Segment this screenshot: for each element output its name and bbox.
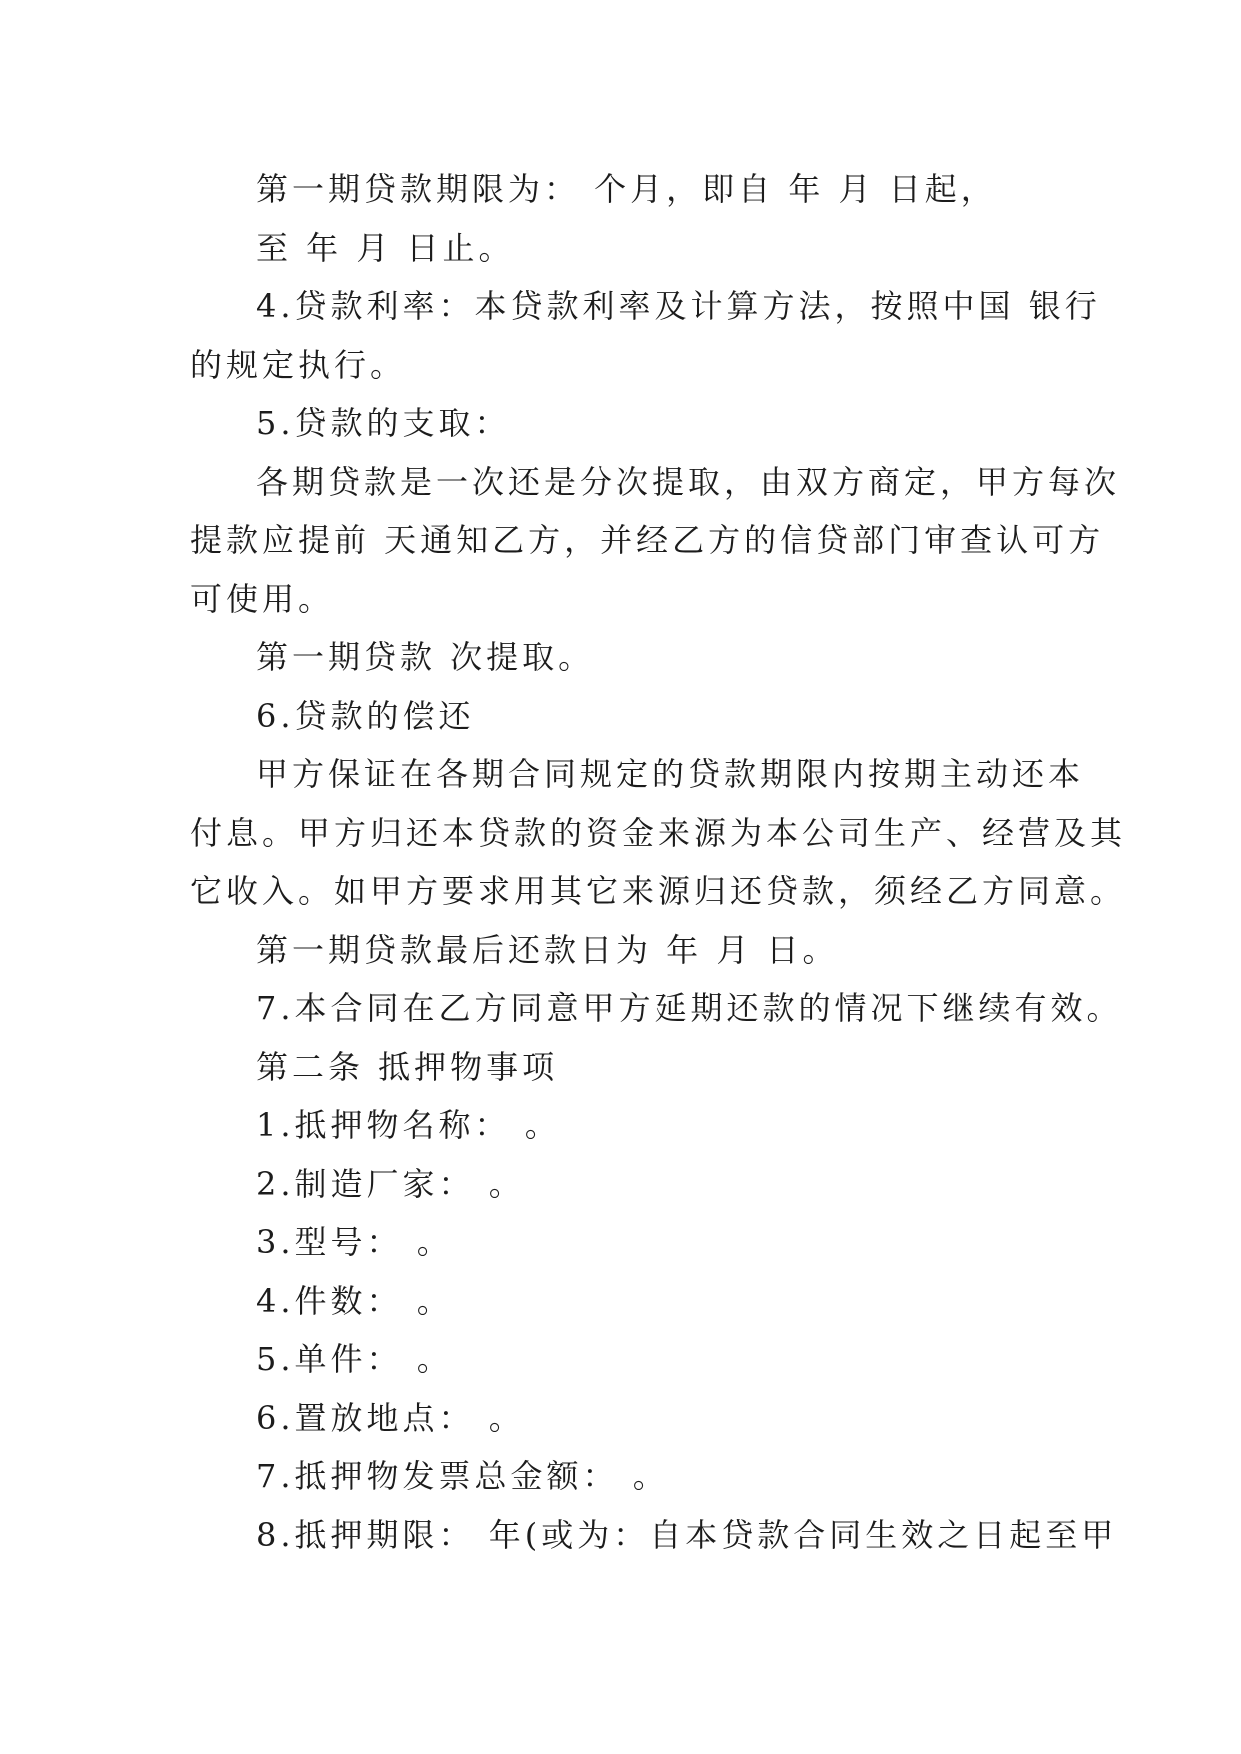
paragraph-line: 6.贷款的偿还 <box>256 696 475 735</box>
paragraph-line: 各期贷款是一次还是分次提取，由双方商定，甲方每次 <box>256 462 1121 501</box>
paragraph-line: 第一期贷款 次提取。 <box>256 638 595 676</box>
paragraph-line: 可使用。 <box>190 579 335 618</box>
paragraph-line: 5.贷款的支取： <box>256 404 511 442</box>
document-body <box>190 160 1127 1564</box>
paragraph-line: 3.型号： 。 <box>256 1223 453 1261</box>
paragraph-line: 7.抵押物发票总金额： 。 <box>256 1457 669 1495</box>
paragraph-line: 付息。甲方归还本贷款的资金来源为本公司生产、经营及其 <box>190 813 1127 852</box>
paragraph-line: 它收入。如甲方要求用其它来源归还贷款，须经乙方同意。 <box>190 872 1127 910</box>
paragraph-line: 第一期贷款期限为： 个月，即自 年 月 日起， <box>256 170 997 208</box>
paragraph-line: 2.制造厂家： 。 <box>256 1164 525 1203</box>
paragraph-line: 6.置放地点： 。 <box>256 1398 525 1437</box>
paragraph-line: 提款应提前 天通知乙方，并经乙方的信贷部门审查认可方 <box>190 521 1105 559</box>
paragraph-line: 的规定执行。 <box>190 345 407 384</box>
paragraph-line: 8.抵押期限： 年(或为：自本贷款合同生效之日起至甲 <box>256 1515 1118 1554</box>
paragraph-line: 甲方保证在各期合同规定的贷款期限内按期主动还本 <box>256 755 1085 793</box>
paragraph-line: 5.单件： 。 <box>256 1340 453 1378</box>
paragraph-line: 1.抵押物名称： 。 <box>256 1106 561 1144</box>
paragraph-line: 4.贷款利率：本贷款利率及计算方法，按照中国 银行 <box>256 287 1101 325</box>
section-heading: 第二条 抵押物事项 <box>256 1047 559 1086</box>
paragraph-line: 第一期贷款最后还款日为 年 月 日。 <box>256 930 839 969</box>
paragraph-line: 7.本合同在乙方同意甲方延期还款的情况下继续有效。 <box>256 989 1123 1027</box>
paragraph-line: 4.件数： 。 <box>256 1281 453 1320</box>
paragraph-line: 至 年 月 日止。 <box>256 228 515 267</box>
